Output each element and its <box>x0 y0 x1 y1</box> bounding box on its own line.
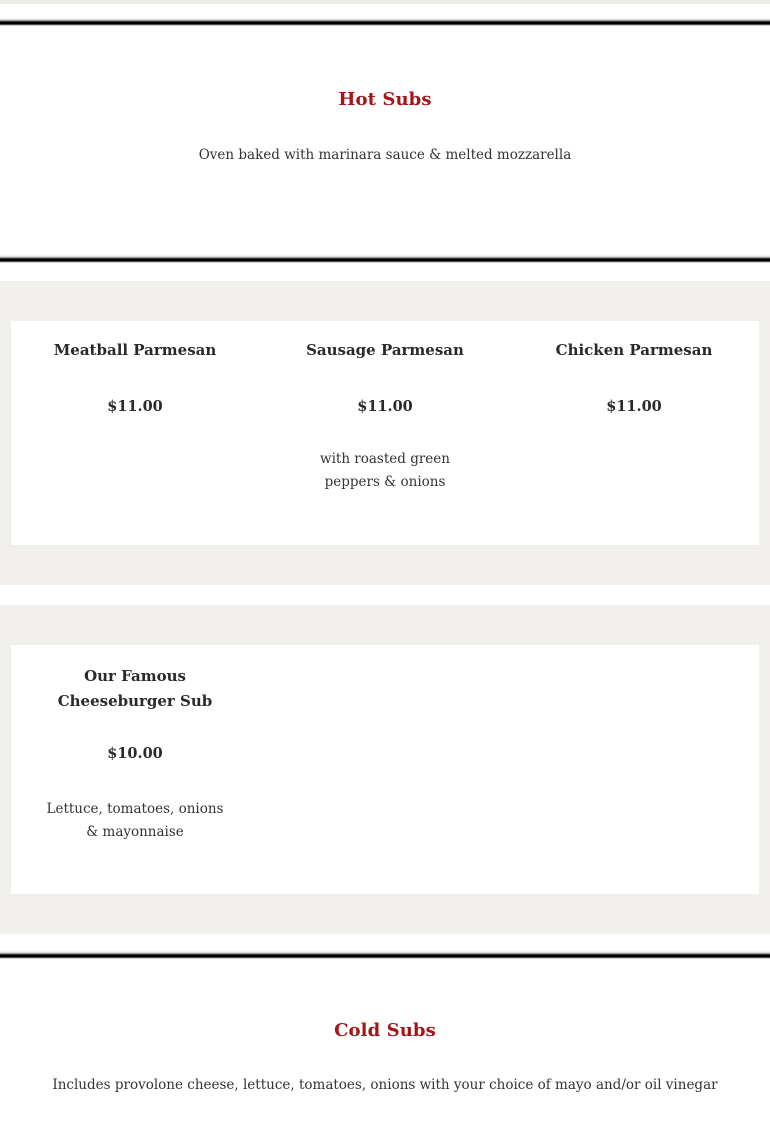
menu-item-name: Our Famous Cheeseburger Sub <box>57 667 213 710</box>
menu-item-description: with roasted green peppers & onions <box>320 451 450 490</box>
section-title-cold-subs: Cold Subs <box>334 1020 436 1041</box>
menu-row-card <box>11 321 759 545</box>
menu-item-price: $11.00 <box>107 398 163 415</box>
menu-item-cheeseburger-sub[interactable] <box>35 664 235 884</box>
section-description-cold-subs: Includes provolone cheese, lettuce, tomatoes, onions with your choice of mayo and/or oil vinegar <box>52 1077 718 1093</box>
menu-item-name: Sausage Parmesan <box>306 341 464 359</box>
section-divider <box>0 18 770 26</box>
menu-item-price: $10.00 <box>107 745 163 762</box>
menu-item-description: Lettuce, tomatoes, onions & mayonnaise <box>46 801 224 840</box>
menu-item-name: Meatball Parmesan <box>53 341 217 359</box>
menu-item-price: $11.00 <box>357 398 413 415</box>
section-divider <box>0 255 770 263</box>
top-strip <box>0 0 770 4</box>
menu-row-band <box>0 605 770 934</box>
section-description-hot-subs: Oven baked with marinara sauce & melted mozzarella <box>198 147 572 163</box>
menu-item-price: $11.00 <box>606 398 662 415</box>
section-divider <box>0 951 770 959</box>
menu-item-sausage-parmesan[interactable] <box>285 338 485 538</box>
section-title-hot-subs: Hot Subs <box>338 89 432 110</box>
menu-item-chicken-parmesan[interactable] <box>534 338 734 538</box>
menu-item-meatball-parmesan[interactable] <box>35 338 235 538</box>
menu-row-card <box>11 645 759 894</box>
menu-item-name: Chicken Parmesan <box>555 341 713 359</box>
menu-row-band <box>0 281 770 585</box>
